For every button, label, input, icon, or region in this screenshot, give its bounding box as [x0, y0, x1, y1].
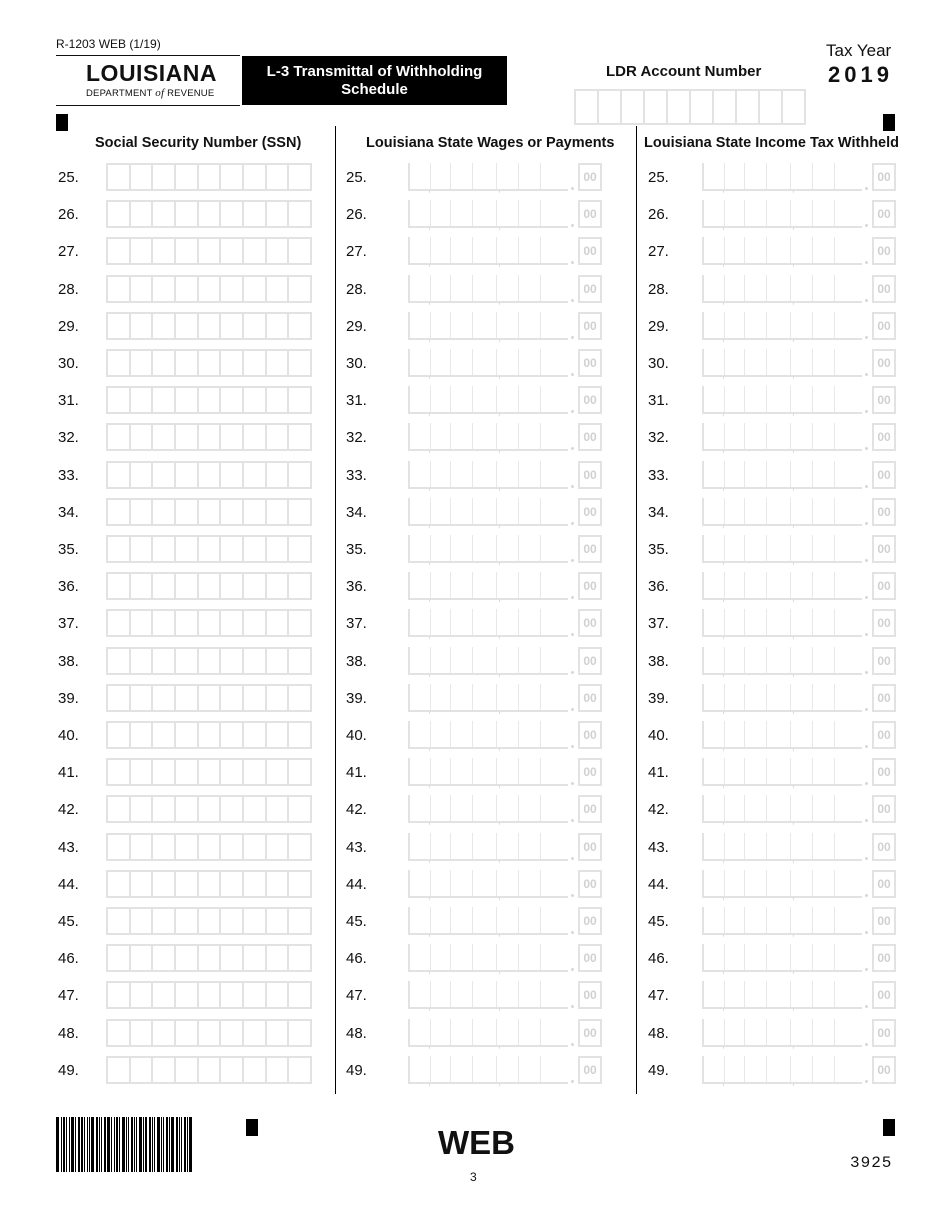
cents-field[interactable]: 00 — [872, 461, 896, 489]
withheld-input[interactable]: , , 00 — [702, 535, 892, 565]
ssn-input[interactable] — [106, 498, 312, 526]
logo-dept-of: of — [155, 87, 165, 99]
cents-field[interactable]: 00 — [872, 684, 896, 712]
withheld-input[interactable]: , , 00 — [702, 312, 892, 342]
row-number: 44. — [648, 876, 669, 893]
withheld-column-header: Louisiana State Income Tax Withheld — [644, 135, 900, 151]
row-number: 43. — [648, 839, 669, 856]
row-number: 48. — [58, 1025, 79, 1042]
row-number: 34. — [58, 504, 79, 521]
decimal-point — [865, 857, 868, 860]
withheld-input[interactable]: , , 00 — [702, 1019, 892, 1049]
decimal-point — [571, 1043, 574, 1046]
ldr-account-input[interactable] — [574, 89, 806, 125]
withheld-input[interactable]: , , 00 — [702, 684, 892, 714]
cents-field[interactable]: 00 — [872, 163, 896, 191]
withheld-input[interactable]: , , 00 — [702, 944, 892, 974]
wages-input[interactable]: , , 00 — [408, 647, 598, 677]
wages-input[interactable]: , , 00 — [408, 870, 598, 900]
row-number: 46. — [648, 950, 669, 967]
registration-mark-icon — [246, 1119, 258, 1136]
row-number: 47. — [58, 987, 79, 1004]
ssn-input[interactable] — [106, 237, 312, 265]
ssn-input[interactable] — [106, 535, 312, 563]
logo-name: LOUISIANA — [86, 60, 217, 86]
wages-input[interactable]: , , 00 — [408, 163, 598, 193]
cents-field[interactable]: 00 — [872, 386, 896, 414]
cents-field[interactable]: 00 — [578, 275, 602, 303]
cents-field[interactable]: 00 — [872, 312, 896, 340]
web-label: WEB — [438, 1124, 515, 1161]
wages-input[interactable]: , , 00 — [408, 237, 598, 267]
cents-field[interactable]: 00 — [578, 944, 602, 972]
cents-field[interactable]: 00 — [578, 1056, 602, 1084]
cents-field[interactable]: 00 — [578, 423, 602, 451]
decimal-point — [865, 559, 868, 562]
wages-input[interactable]: , , 00 — [408, 461, 598, 491]
row-number: 30. — [58, 355, 79, 372]
decimal-point — [571, 299, 574, 302]
row-number: 26. — [346, 206, 367, 223]
ssn-input[interactable] — [106, 981, 312, 1009]
form-title-line2: Schedule — [341, 80, 408, 98]
row-number: 43. — [346, 839, 367, 856]
wages-input[interactable]: , , 00 — [408, 981, 598, 1011]
withheld-input[interactable]: , , 00 — [702, 200, 892, 230]
row-number: 29. — [648, 318, 669, 335]
cents-field[interactable]: 00 — [872, 535, 896, 563]
row-number: 42. — [58, 801, 79, 818]
row-number: 30. — [346, 355, 367, 372]
row-number: 44. — [58, 876, 79, 893]
wages-input[interactable]: , , 00 — [408, 833, 598, 863]
wages-input[interactable]: , , 00 — [408, 535, 598, 565]
withheld-input[interactable]: , , 00 — [702, 237, 892, 267]
row-number: 41. — [648, 764, 669, 781]
wages-input[interactable]: , , 00 — [408, 200, 598, 230]
decimal-point — [865, 187, 868, 190]
ssn-input[interactable] — [106, 275, 312, 303]
row-number: 34. — [346, 504, 367, 521]
registration-mark-icon — [883, 114, 895, 131]
row-number: 36. — [648, 578, 669, 595]
row-number: 41. — [58, 764, 79, 781]
decimal-point — [865, 968, 868, 971]
decimal-point — [571, 336, 574, 339]
wages-input[interactable]: , , 00 — [408, 312, 598, 342]
withheld-input[interactable]: , , 00 — [702, 647, 892, 677]
ssn-input[interactable] — [106, 684, 312, 712]
ssn-input[interactable] — [106, 312, 312, 340]
cents-field[interactable]: 00 — [578, 200, 602, 228]
cents-field[interactable]: 00 — [872, 349, 896, 377]
barcode — [56, 1117, 206, 1172]
ssn-input[interactable] — [106, 461, 312, 489]
decimal-point — [571, 596, 574, 599]
cents-field[interactable]: 00 — [872, 423, 896, 451]
ssn-input[interactable] — [106, 609, 312, 637]
decimal-point — [865, 373, 868, 376]
row-number: 33. — [648, 467, 669, 484]
decimal-point — [865, 596, 868, 599]
cents-field[interactable]: 00 — [578, 870, 602, 898]
decimal-point — [865, 522, 868, 525]
row-number: 45. — [648, 913, 669, 930]
form-title-line1: L-3 Transmittal of Withholding — [266, 62, 483, 80]
decimal-point — [571, 410, 574, 413]
row-number: 25. — [58, 169, 79, 186]
decimal-point — [571, 708, 574, 711]
row-number: 28. — [346, 281, 367, 298]
cents-field[interactable]: 00 — [578, 461, 602, 489]
ssn-input[interactable] — [106, 572, 312, 600]
row-number: 37. — [346, 615, 367, 632]
row-number: 45. — [58, 913, 79, 930]
cents-field[interactable]: 00 — [578, 758, 602, 786]
row-number: 39. — [58, 690, 79, 707]
column-divider — [335, 126, 336, 1094]
withheld-input[interactable]: , , 00 — [702, 461, 892, 491]
cents-field[interactable]: 00 — [872, 275, 896, 303]
row-number: 48. — [346, 1025, 367, 1042]
wages-input[interactable]: , , 00 — [408, 1056, 598, 1086]
registration-mark-icon — [56, 114, 68, 131]
row-number: 32. — [648, 429, 669, 446]
cents-field[interactable]: 00 — [578, 312, 602, 340]
decimal-point — [865, 485, 868, 488]
decimal-point — [865, 819, 868, 822]
cents-field[interactable]: 00 — [872, 758, 896, 786]
row-number: 48. — [648, 1025, 669, 1042]
cents-field[interactable]: 00 — [578, 163, 602, 191]
decimal-point — [865, 708, 868, 711]
ssn-input[interactable] — [106, 721, 312, 749]
form-code: 3925 — [850, 1154, 893, 1172]
ssn-input[interactable] — [106, 870, 312, 898]
withheld-input[interactable]: , , 00 — [702, 758, 892, 788]
row-number: 38. — [58, 653, 79, 670]
withheld-input[interactable]: , , 00 — [702, 907, 892, 937]
withheld-input[interactable]: , , 00 — [702, 349, 892, 379]
cents-field[interactable]: 00 — [872, 833, 896, 861]
cents-field[interactable]: 00 — [578, 535, 602, 563]
decimal-point — [571, 857, 574, 860]
row-number: 31. — [648, 392, 669, 409]
row-number: 38. — [346, 653, 367, 670]
row-number: 36. — [346, 578, 367, 595]
decimal-point — [571, 485, 574, 488]
decimal-point — [571, 373, 574, 376]
decimal-point — [571, 1005, 574, 1008]
row-number: 33. — [346, 467, 367, 484]
cents-field[interactable]: 00 — [578, 349, 602, 377]
logo-department — [86, 87, 214, 99]
cents-field[interactable]: 00 — [872, 721, 896, 749]
cents-field[interactable]: 00 — [872, 572, 896, 600]
cents-field[interactable]: 00 — [578, 237, 602, 265]
wages-input[interactable]: , , 00 — [408, 572, 598, 602]
decimal-point — [571, 633, 574, 636]
cents-field[interactable]: 00 — [578, 721, 602, 749]
decimal-point — [865, 447, 868, 450]
cents-field[interactable]: 00 — [578, 609, 602, 637]
row-number: 25. — [346, 169, 367, 186]
cents-field[interactable]: 00 — [872, 200, 896, 228]
cents-field[interactable]: 00 — [578, 647, 602, 675]
wages-input[interactable]: , , 00 — [408, 498, 598, 528]
row-number: 40. — [346, 727, 367, 744]
row-number: 34. — [648, 504, 669, 521]
decimal-point — [865, 336, 868, 339]
cents-field[interactable]: 00 — [872, 647, 896, 675]
cents-field[interactable]: 00 — [578, 386, 602, 414]
row-number: 44. — [346, 876, 367, 893]
row-number: 28. — [58, 281, 79, 298]
row-number: 42. — [648, 801, 669, 818]
decimal-point — [571, 745, 574, 748]
ssn-input[interactable] — [106, 795, 312, 823]
form-id: R-1203 WEB (1/19) — [56, 37, 161, 51]
cents-field[interactable]: 00 — [578, 833, 602, 861]
ssn-input[interactable] — [106, 907, 312, 935]
row-number: 27. — [648, 243, 669, 260]
row-number: 32. — [346, 429, 367, 446]
decimal-point — [865, 931, 868, 934]
cents-field[interactable]: 00 — [872, 237, 896, 265]
row-number: 49. — [648, 1062, 669, 1079]
cents-field[interactable]: 00 — [872, 1056, 896, 1084]
withheld-input[interactable]: , , 00 — [702, 721, 892, 751]
decimal-point — [571, 671, 574, 674]
row-number: 32. — [58, 429, 79, 446]
decimal-point — [571, 447, 574, 450]
decimal-point — [865, 410, 868, 413]
cents-field[interactable]: 00 — [578, 907, 602, 935]
withheld-input[interactable]: , , 00 — [702, 833, 892, 863]
row-number: 40. — [648, 727, 669, 744]
cents-field[interactable]: 00 — [578, 498, 602, 526]
decimal-point — [571, 1080, 574, 1083]
row-number: 43. — [58, 839, 79, 856]
tax-year-label: Tax Year — [826, 41, 892, 60]
row-number: 27. — [346, 243, 367, 260]
ssn-input[interactable] — [106, 833, 312, 861]
cents-field[interactable]: 00 — [872, 870, 896, 898]
registration-mark-icon — [883, 1119, 895, 1136]
wages-input[interactable]: , , 00 — [408, 684, 598, 714]
row-number: 35. — [648, 541, 669, 558]
withheld-input[interactable]: , , 00 — [702, 163, 892, 193]
cents-field[interactable]: 00 — [578, 1019, 602, 1047]
row-number: 42. — [346, 801, 367, 818]
decimal-point — [865, 671, 868, 674]
ssn-input[interactable] — [106, 423, 312, 451]
ssn-input[interactable] — [106, 1019, 312, 1047]
wages-input[interactable]: , , 00 — [408, 1019, 598, 1049]
cents-field[interactable]: 00 — [578, 795, 602, 823]
ldr-account-label: LDR Account Number — [606, 63, 762, 80]
decimal-point — [571, 894, 574, 897]
decimal-point — [865, 1043, 868, 1046]
row-number: 49. — [346, 1062, 367, 1079]
row-number: 39. — [648, 690, 669, 707]
decimal-point — [865, 633, 868, 636]
logo-dept-pre: DEPARTMENT — [86, 88, 153, 99]
wages-input[interactable]: , , 00 — [408, 795, 598, 825]
cents-field[interactable]: 00 — [578, 684, 602, 712]
decimal-point — [865, 894, 868, 897]
row-number: 26. — [58, 206, 79, 223]
ldr-logo — [56, 55, 240, 106]
withheld-input[interactable]: , , 00 — [702, 795, 892, 825]
withheld-input[interactable]: , , 00 — [702, 981, 892, 1011]
decimal-point — [571, 261, 574, 264]
withheld-input[interactable]: , , 00 — [702, 275, 892, 305]
decimal-point — [571, 931, 574, 934]
decimal-point — [865, 745, 868, 748]
row-number: 37. — [58, 615, 79, 632]
ssn-input[interactable] — [106, 349, 312, 377]
row-number: 47. — [648, 987, 669, 1004]
cents-field[interactable]: 00 — [872, 944, 896, 972]
ssn-input[interactable] — [106, 758, 312, 786]
wages-input[interactable]: , , 00 — [408, 349, 598, 379]
row-number: 25. — [648, 169, 669, 186]
wages-column-header: Louisiana State Wages or Payments — [366, 135, 615, 151]
row-number: 31. — [58, 392, 79, 409]
wages-input[interactable]: , , 00 — [408, 275, 598, 305]
cents-field[interactable]: 00 — [872, 907, 896, 935]
row-number: 27. — [58, 243, 79, 260]
cents-field[interactable]: 00 — [872, 609, 896, 637]
decimal-point — [571, 782, 574, 785]
row-number: 29. — [58, 318, 79, 335]
cents-field[interactable]: 00 — [872, 1019, 896, 1047]
ssn-input[interactable] — [106, 944, 312, 972]
decimal-point — [865, 1080, 868, 1083]
column-divider — [636, 126, 637, 1094]
cents-field[interactable]: 00 — [872, 498, 896, 526]
row-number: 39. — [346, 690, 367, 707]
cents-field[interactable]: 00 — [578, 981, 602, 1009]
withheld-input[interactable]: , , 00 — [702, 386, 892, 416]
wages-input[interactable]: , , 00 — [408, 386, 598, 416]
withheld-input[interactable]: , , 00 — [702, 870, 892, 900]
row-number: 49. — [58, 1062, 79, 1079]
row-number: 35. — [346, 541, 367, 558]
wages-input[interactable]: , , 00 — [408, 609, 598, 639]
row-number: 47. — [346, 987, 367, 1004]
wages-input[interactable]: , , 00 — [408, 423, 598, 453]
row-number: 41. — [346, 764, 367, 781]
wages-input[interactable]: , , 00 — [408, 907, 598, 937]
row-number: 46. — [58, 950, 79, 967]
cents-field[interactable]: 00 — [872, 795, 896, 823]
decimal-point — [865, 224, 868, 227]
tax-year-value: 2019 — [828, 62, 893, 87]
withheld-input[interactable]: , , 00 — [702, 1056, 892, 1086]
row-number: 30. — [648, 355, 669, 372]
ssn-input[interactable] — [106, 647, 312, 675]
ssn-column-header: Social Security Number (SSN) — [95, 135, 302, 151]
row-number: 26. — [648, 206, 669, 223]
decimal-point — [865, 782, 868, 785]
withheld-input[interactable]: , , 00 — [702, 423, 892, 453]
page-number: 3 — [470, 1170, 477, 1184]
row-number: 33. — [58, 467, 79, 484]
decimal-point — [571, 224, 574, 227]
row-number: 36. — [58, 578, 79, 595]
decimal-point — [571, 968, 574, 971]
decimal-point — [571, 522, 574, 525]
withheld-input[interactable]: , , 00 — [702, 609, 892, 639]
row-number: 46. — [346, 950, 367, 967]
row-number: 38. — [648, 653, 669, 670]
decimal-point — [571, 819, 574, 822]
decimal-point — [571, 559, 574, 562]
withheld-input[interactable]: , , 00 — [702, 572, 892, 602]
decimal-point — [865, 299, 868, 302]
ssn-input[interactable] — [106, 1056, 312, 1084]
cents-field[interactable]: 00 — [578, 572, 602, 600]
row-number: 37. — [648, 615, 669, 632]
logo-dept-post: REVENUE — [167, 88, 215, 99]
row-number: 35. — [58, 541, 79, 558]
wages-input[interactable]: , , 00 — [408, 721, 598, 751]
decimal-point — [865, 1005, 868, 1008]
cents-field[interactable]: 00 — [872, 981, 896, 1009]
decimal-point — [865, 261, 868, 264]
decimal-point — [571, 187, 574, 190]
wages-input[interactable]: , , 00 — [408, 944, 598, 974]
wages-input[interactable]: , , 00 — [408, 758, 598, 788]
row-number: 45. — [346, 913, 367, 930]
ssn-input[interactable] — [106, 386, 312, 414]
row-number: 31. — [346, 392, 367, 409]
row-number: 29. — [346, 318, 367, 335]
ssn-input[interactable] — [106, 163, 312, 191]
row-number: 28. — [648, 281, 669, 298]
withheld-input[interactable]: , , 00 — [702, 498, 892, 528]
row-number: 40. — [58, 727, 79, 744]
ssn-input[interactable] — [106, 200, 312, 228]
form-title — [242, 56, 507, 105]
